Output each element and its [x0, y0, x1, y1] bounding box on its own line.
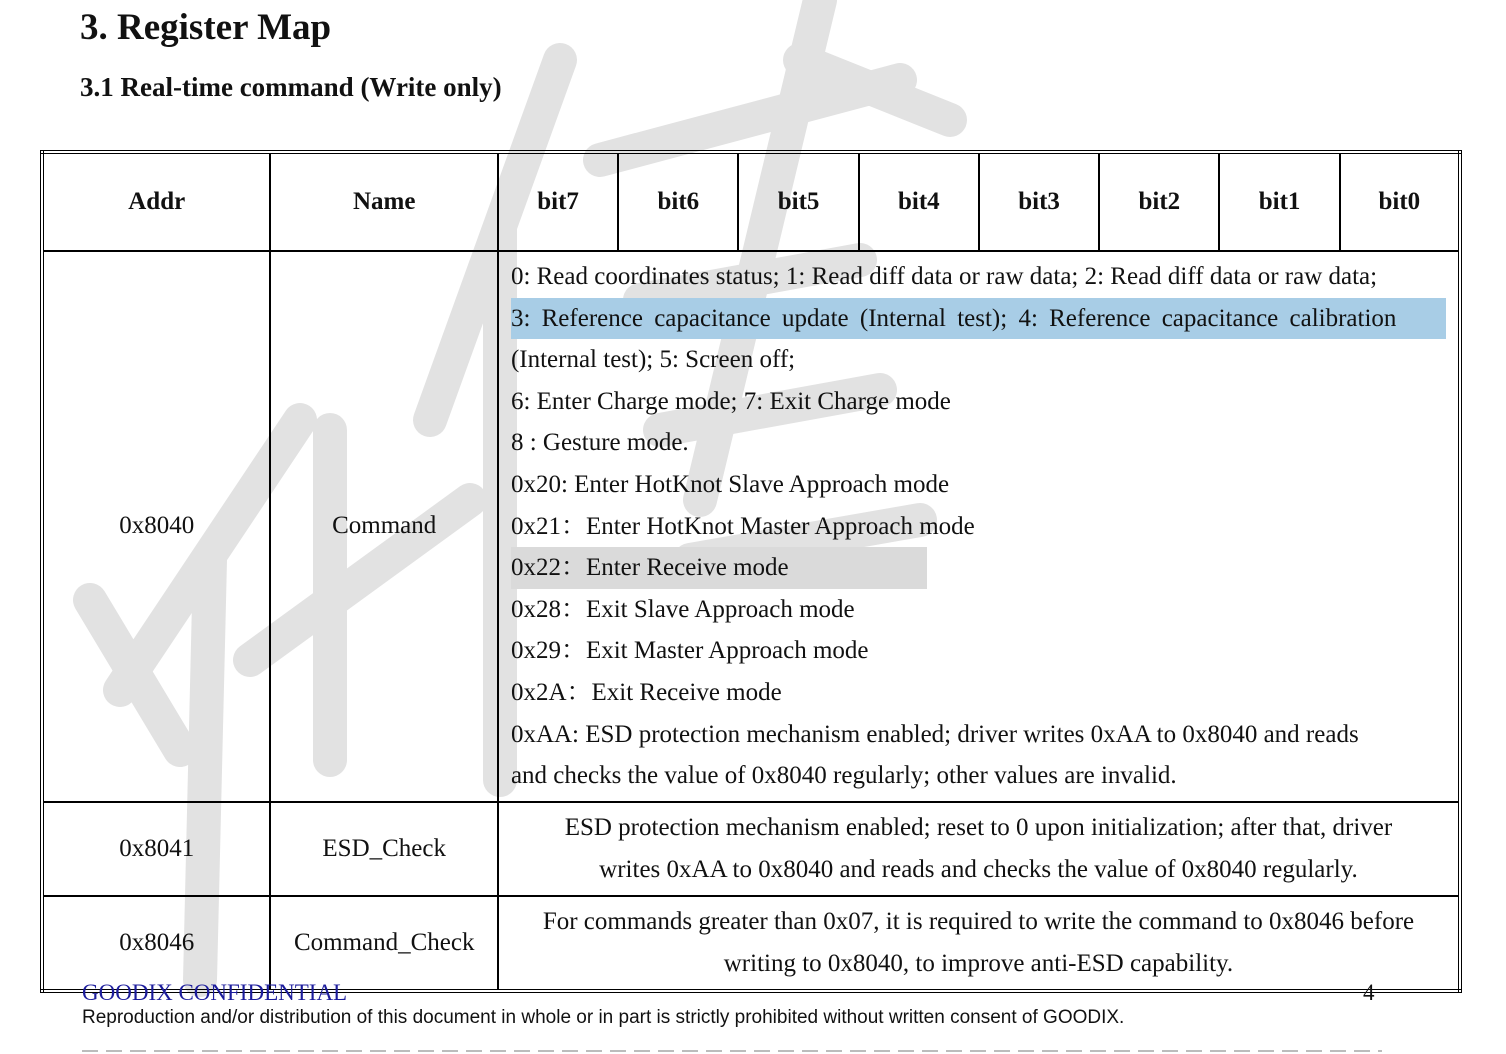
desc-line: and checks the value of 0x8040 regularly; other values are invalid. [510, 762, 1177, 790]
header-bit3: bit3 [979, 152, 1099, 251]
confidential-label: GOODIX CONFIDENTIAL [82, 980, 348, 1005]
header-bit5: bit5 [738, 152, 858, 251]
cut-off-address-line [82, 1046, 1382, 1054]
desc-line: For commands greater than 0x07, it is required to write the command to 0x8046 before [542, 907, 1415, 935]
header-bit2: bit2 [1099, 152, 1219, 251]
header-bit0: bit0 [1340, 152, 1460, 251]
desc-line-selected: 3: Reference capacitance update (Internal test); 4: Reference capacitance calibration [511, 298, 1446, 340]
desc-line: 0x21：Enter HotKnot Master Approach mode [510, 512, 975, 540]
desc-line-gray-highlight [511, 547, 1446, 589]
page-number: 4 [1363, 980, 1375, 1005]
addr-cell: 0x8046 [42, 896, 270, 991]
description-cell [498, 251, 1460, 802]
addr-cell: 0x8041 [42, 802, 270, 896]
subsection-heading: 3.1 Real-time command (Write only) [80, 72, 502, 102]
desc-line: (Internal test); 5: Screen off; [510, 346, 796, 374]
description-cell [498, 896, 1460, 991]
addr-cell: 0x8040 [42, 251, 270, 802]
name-cell: Command [270, 251, 497, 802]
desc-line: ESD protection mechanism enabled; reset to 0 upon initialization; after that, driver [564, 813, 1393, 841]
copyright-notice: Reproduction and/or distribution of this document in whole or in part is strictly prohibited without written consent of GOODIX. [82, 1007, 1125, 1028]
section-heading: 3. Register Map [80, 7, 332, 48]
header-bit6: bit6 [618, 152, 738, 251]
desc-line: 0x2A：Exit Receive mode [510, 678, 782, 706]
table-row [42, 896, 1460, 991]
table-row [42, 251, 1460, 802]
header-addr: Addr [42, 152, 270, 251]
description-cell [498, 802, 1460, 896]
table-row [42, 802, 1460, 896]
desc-line: writing to 0x8040, to improve anti-ESD capability. [723, 949, 1234, 977]
header-name: Name [270, 152, 497, 251]
table-header-row [42, 152, 1460, 251]
name-cell: Command_Check [270, 896, 497, 991]
desc-line: 0x20: Enter HotKnot Slave Approach mode [510, 470, 950, 498]
desc-line: 0x28：Exit Slave Approach mode [510, 595, 855, 623]
desc-line: 0x29：Exit Master Approach mode [510, 637, 869, 665]
header-bit7: bit7 [498, 152, 618, 251]
desc-line: 0xAA: ESD protection mechanism enabled; driver writes 0xAA to 0x8040 and reads [510, 720, 1359, 748]
header-bit1: bit1 [1219, 152, 1339, 251]
gray-highlight-text: 0x22：Enter Receive mode [511, 547, 927, 589]
desc-line: 6: Enter Charge mode; 7: Exit Charge mode [510, 387, 951, 415]
name-cell: ESD_Check [270, 802, 497, 896]
header-bit4: bit4 [859, 152, 979, 251]
desc-line: 8 : Gesture mode. [510, 429, 689, 457]
desc-line: 0: Read coordinates status; 1: Read diff data or raw data; 2: Read diff data or raw data; [510, 263, 1378, 290]
register-table [40, 150, 1462, 993]
desc-line: writes 0xAA to 0x8040 and reads and checks the value of 0x8040 regularly. [599, 855, 1358, 883]
